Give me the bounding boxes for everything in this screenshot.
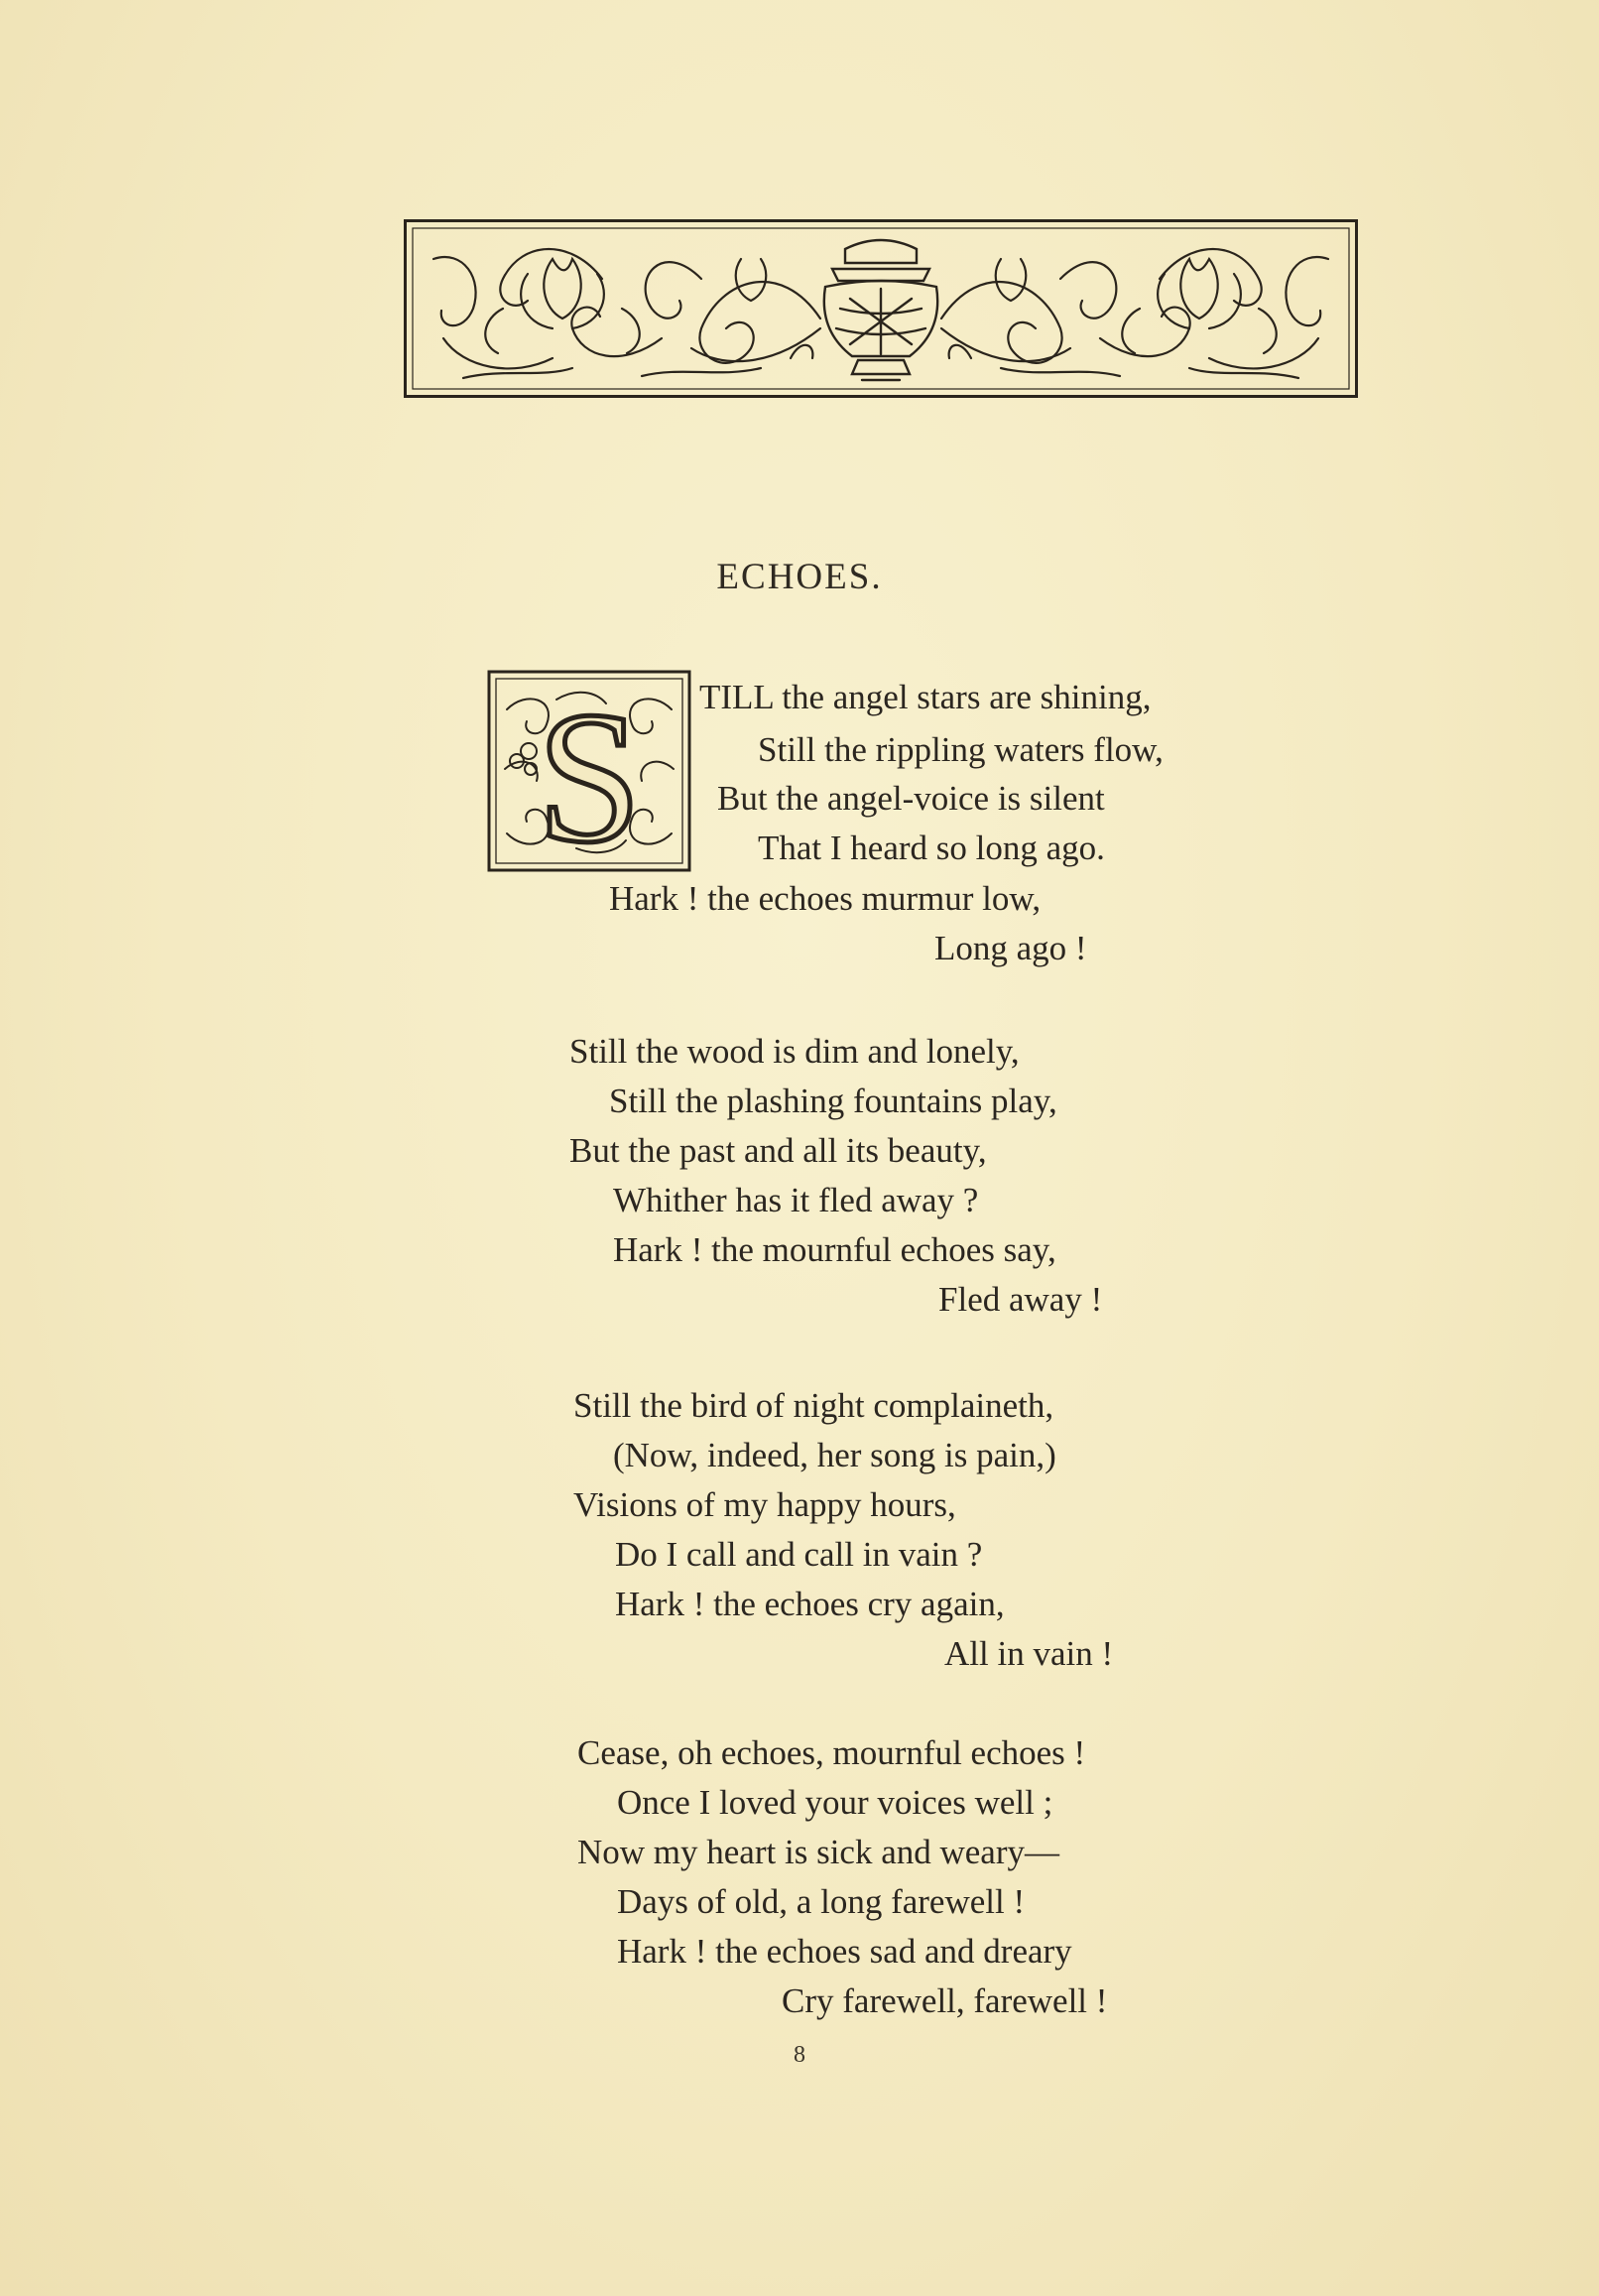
- drop-cap-letter: S: [537, 674, 642, 872]
- ornamental-headpiece: [404, 219, 1358, 398]
- poem-line: Hark ! the echoes cry again,: [615, 1585, 1005, 1623]
- poem-line: Do I call and call in vain ?: [615, 1535, 983, 1574]
- poem-line: Still the rippling waters flow,: [758, 730, 1164, 769]
- poem-line: Once I loved your voices well ;: [617, 1783, 1053, 1822]
- poem-line: Now my heart is sick and weary—: [577, 1833, 1059, 1871]
- poem-line: All in vain !: [944, 1634, 1114, 1673]
- poem-line: Whither has it fled away ?: [613, 1181, 979, 1219]
- poem-line: Cry farewell, farewell !: [782, 1981, 1108, 2020]
- poem-line: Hark ! the echoes murmur low,: [609, 879, 1042, 918]
- drop-cap-initial: [487, 670, 691, 872]
- poem-line: Hark ! the echoes sad and dreary: [617, 1932, 1072, 1971]
- poem-line: But the angel-voice is silent: [717, 779, 1105, 818]
- poem-line: TILL the angel stars are shining,: [699, 678, 1152, 716]
- poem-line: Days of old, a long farewell !: [617, 1882, 1026, 1921]
- poem-line: That I heard so long ago.: [758, 829, 1105, 867]
- poem-line: Cease, oh echoes, mournful echoes !: [577, 1733, 1086, 1772]
- poem-line: Hark ! the mournful echoes say,: [613, 1230, 1056, 1269]
- poem-line: (Now, indeed, her song is pain,): [613, 1436, 1056, 1474]
- poem-line: Visions of my happy hours,: [573, 1485, 956, 1524]
- poem-line: Fled away !: [938, 1280, 1103, 1319]
- poem-line: Still the plashing fountains play,: [609, 1082, 1057, 1120]
- poem-line: Still the wood is dim and lonely,: [569, 1032, 1020, 1071]
- poem-title: ECHOES.: [716, 557, 883, 597]
- poem-line: Long ago !: [934, 929, 1087, 967]
- poem-line: Still the bird of night complaineth,: [573, 1386, 1054, 1425]
- page-number: 8: [794, 2042, 805, 2068]
- poem-line: But the past and all its beauty,: [569, 1131, 987, 1170]
